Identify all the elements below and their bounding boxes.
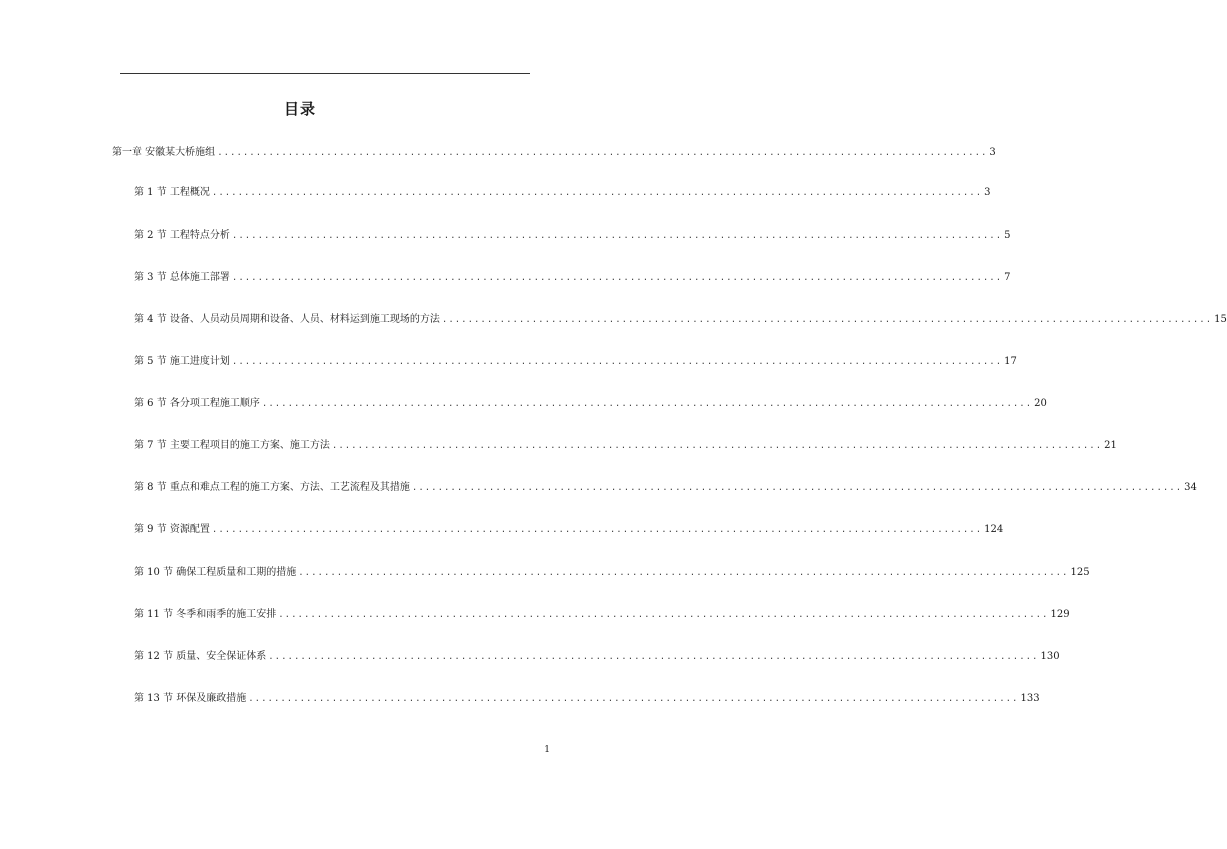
toc-entry-label: 第 2 节 工程特点分析 <box>134 230 230 241</box>
toc-entry-label: 第 5 节 施工进度计划 <box>134 356 230 367</box>
dot-leader: ........................................................................................................................ <box>261 399 1033 409</box>
toc-entry-page: 5 <box>1004 230 1011 241</box>
dot-leader: ........................................................................................................................ <box>211 188 983 198</box>
dot-leader: ........................................................................................................................ <box>248 694 1019 704</box>
toc-entry-label: 第 9 节 资源配置 <box>134 524 210 535</box>
dot-leader: ........................................................................................................................ <box>268 652 1039 662</box>
toc-entry-page: 129 <box>1050 609 1070 620</box>
toc-entry-page: 3 <box>989 147 996 158</box>
toc-entry-page: 15 <box>1214 314 1227 325</box>
toc-entry-section[interactable] <box>134 608 1070 622</box>
toc-entry-label: 第 12 节 质量、安全保证体系 <box>134 651 267 662</box>
dot-leader: ........................................................................................................................ <box>298 568 1069 578</box>
toc-entry-page: 17 <box>1004 356 1017 367</box>
toc-entry-section[interactable] <box>134 271 1011 285</box>
toc-entry-label: 第 11 节 冬季和雨季的施工安排 <box>134 609 277 620</box>
toc-entry-section[interactable] <box>134 692 1040 706</box>
toc-entry-page: 3 <box>984 187 991 198</box>
toc-entry-section[interactable] <box>134 313 1227 327</box>
toc-entry-section[interactable] <box>134 566 1090 580</box>
toc-title: 目录 <box>283 100 316 118</box>
page-number: 1 <box>544 745 550 755</box>
toc-entry-label: 第 8 节 重点和难点工程的施工方案、方法、工艺流程及其措施 <box>134 482 410 493</box>
toc-entry-section[interactable] <box>134 523 1004 537</box>
dot-leader: ........................................................................................................................ <box>231 231 1003 241</box>
toc-entry-label: 第一章 安徽某大桥施组 <box>112 147 216 158</box>
toc-entry-label: 第 1 节 工程概况 <box>134 187 210 198</box>
toc-entry-page: 125 <box>1070 567 1090 578</box>
toc-entry-label: 第 3 节 总体施工部署 <box>134 272 230 283</box>
dot-leader: ........................................................................................................................ <box>278 610 1049 620</box>
toc-entry-page: 7 <box>1004 272 1011 283</box>
toc-entry-section[interactable] <box>134 439 1117 453</box>
toc-entry-section[interactable] <box>134 397 1047 411</box>
toc-entry-page: 20 <box>1034 398 1047 409</box>
toc-entry-page: 34 <box>1184 482 1197 493</box>
dot-leader: ........................................................................................................................ <box>217 148 988 158</box>
dot-leader: ........................................................................................................................ <box>411 483 1183 493</box>
dot-leader: ........................................................................................................................ <box>441 315 1213 325</box>
toc-entry-label: 第 6 节 各分项工程施工顺序 <box>134 398 260 409</box>
toc-entry-section[interactable] <box>134 650 1060 664</box>
toc-entry-section[interactable] <box>134 186 991 200</box>
dot-leader: ........................................................................................................................ <box>231 273 1003 283</box>
toc-entry-section[interactable] <box>134 229 1011 243</box>
toc-entry-label: 第 10 节 确保工程质量和工期的措施 <box>134 567 297 578</box>
toc-entry-label: 第 7 节 主要工程项目的施工方案、施工方法 <box>134 440 330 451</box>
toc-entry-chapter[interactable] <box>112 146 996 160</box>
dot-leader: ........................................................................................................................ <box>231 357 1003 367</box>
toc-entry-section[interactable] <box>134 481 1197 495</box>
dot-leader: ........................................................................................................................ <box>211 525 983 535</box>
toc-entry-page: 21 <box>1104 440 1117 451</box>
toc-entry-label: 第 4 节 设备、人员动员周期和设备、人员、材料运到施工现场的方法 <box>134 314 440 325</box>
toc-entry-label: 第 13 节 环保及廉政措施 <box>134 693 247 704</box>
toc-entry-page: 124 <box>984 524 1004 535</box>
toc-entry-section[interactable] <box>134 355 1017 369</box>
dot-leader: ........................................................................................................................ <box>331 441 1103 451</box>
toc-entry-page: 130 <box>1040 651 1060 662</box>
toc-entry-page: 133 <box>1020 693 1040 704</box>
